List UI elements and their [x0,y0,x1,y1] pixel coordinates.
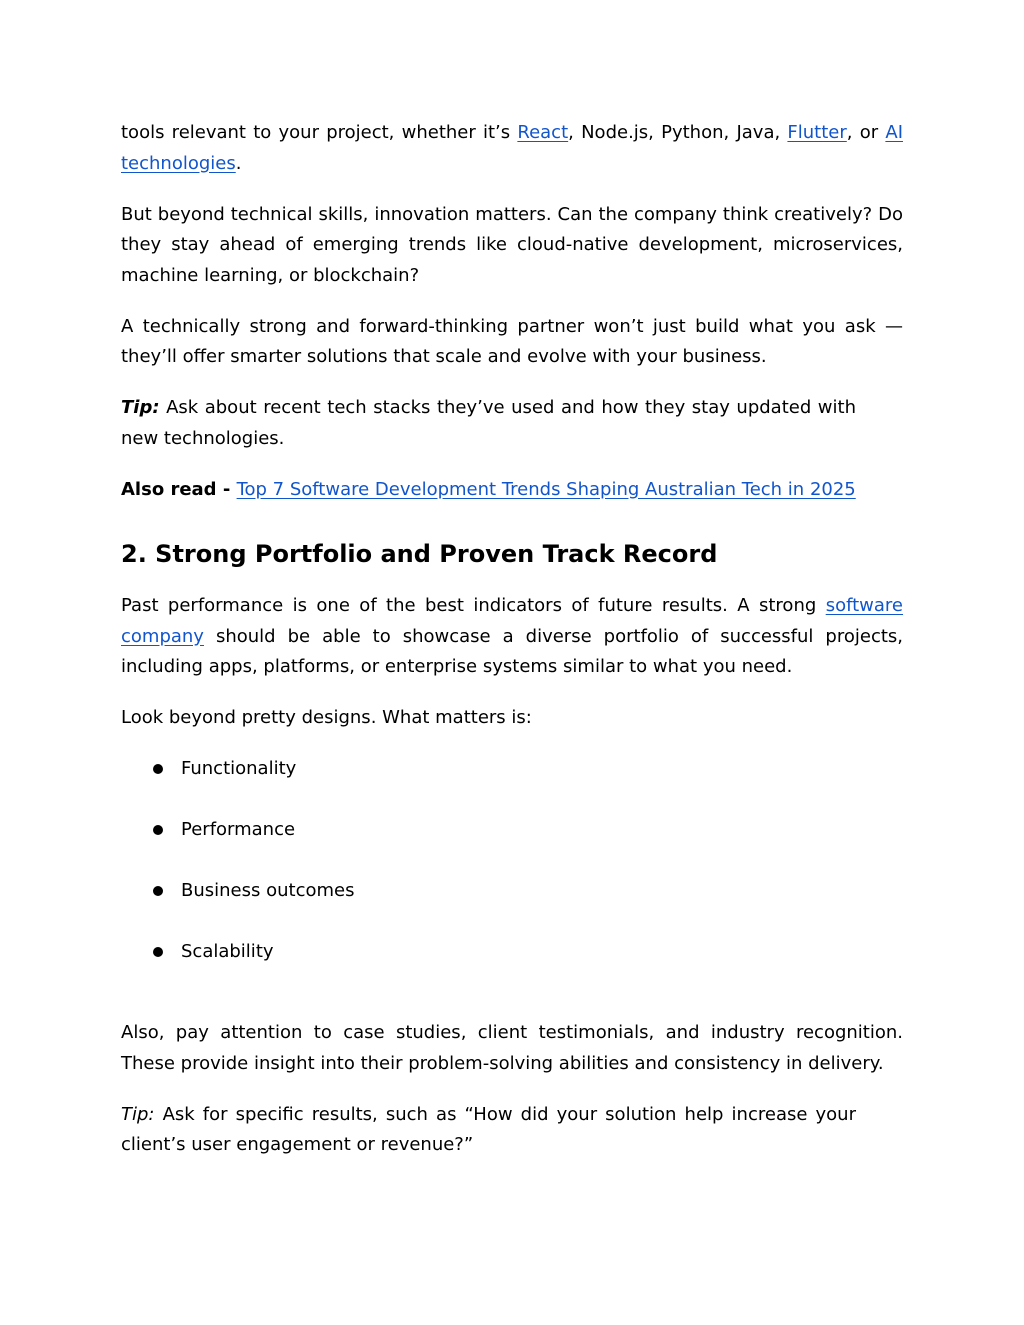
section-heading: 2. Strong Portfolio and Proven Track Record [121,540,718,568]
portfolio-text-end: should be able to showcase a diverse portfolio of successful projects, including apps, platforms, or enterprise systems similar to what you need. [121,625,903,677]
tip-label-2: Tip: [121,1103,155,1125]
intro-paragraph [121,118,903,179]
flutter-link[interactable]: Flutter [787,122,847,143]
portfolio-text-start: Past performance is one of the best indicators of future results. A strong [121,595,826,616]
document-page [121,118,903,1161]
list-item-label: Performance [181,819,296,840]
software-company-link[interactable]: software company [121,595,903,647]
intro-text-middle: , Node.js, Python, Java, [568,122,788,143]
list-item [121,876,903,937]
tip-text-1: Ask about recent tech stacks they’ve used and how they stay updated with new technologies. [121,397,856,449]
list-item-label: Business outcomes [181,880,355,901]
bullet-icon [153,764,163,774]
tip-paragraph-2 [121,1100,856,1161]
list-item [121,937,903,998]
innovation-paragraph: But beyond technical skills, innovation matters. Can the company think creatively? Do they stay ahead of emerging trends like cloud-native development, microservices, machine learning, or blockchain? [121,203,903,286]
tip-label-1: Tip: [121,397,160,418]
tip-text-2: Ask for specific results, such as “How did your solution help increase your client’s user engagement or revenue?” [121,1103,856,1155]
intro-text-start: tools relevant to your project, whether it’s [121,122,518,143]
list-item [121,815,903,876]
react-link[interactable]: React [517,122,569,143]
also-read-link[interactable]: Top 7 Software Development Trends Shaping Australian Tech in 2025 [236,478,856,500]
also-read-label: Also read - [121,478,237,500]
intro-text-end: . [235,152,242,174]
case-studies-paragraph: Also, pay attention to case studies, client testimonials, and industry recognition. These provide insight into their problem-solving abilities and consistency in delivery. [121,1022,903,1074]
tip-paragraph-1 [121,393,856,454]
bullet-icon [153,886,163,896]
list-item [121,754,903,815]
bullet-icon [153,947,163,957]
look-beyond-paragraph: Look beyond pretty designs. What matters is: [121,707,532,728]
also-read-paragraph [121,475,903,506]
intro-text-or: , or [846,122,886,143]
partner-paragraph: A technically strong and forward-thinking partner won’t just build what you ask — they’ll offer smarter solutions that scale and evolve with your business. [121,315,903,367]
portfolio-paragraph [121,591,903,683]
bullet-icon [153,825,163,835]
list-item-label: Scalability [181,941,274,962]
ai-technologies-link[interactable]: AI technologies [121,122,903,174]
bullet-list [121,754,903,998]
list-item-label: Functionality [181,758,297,779]
